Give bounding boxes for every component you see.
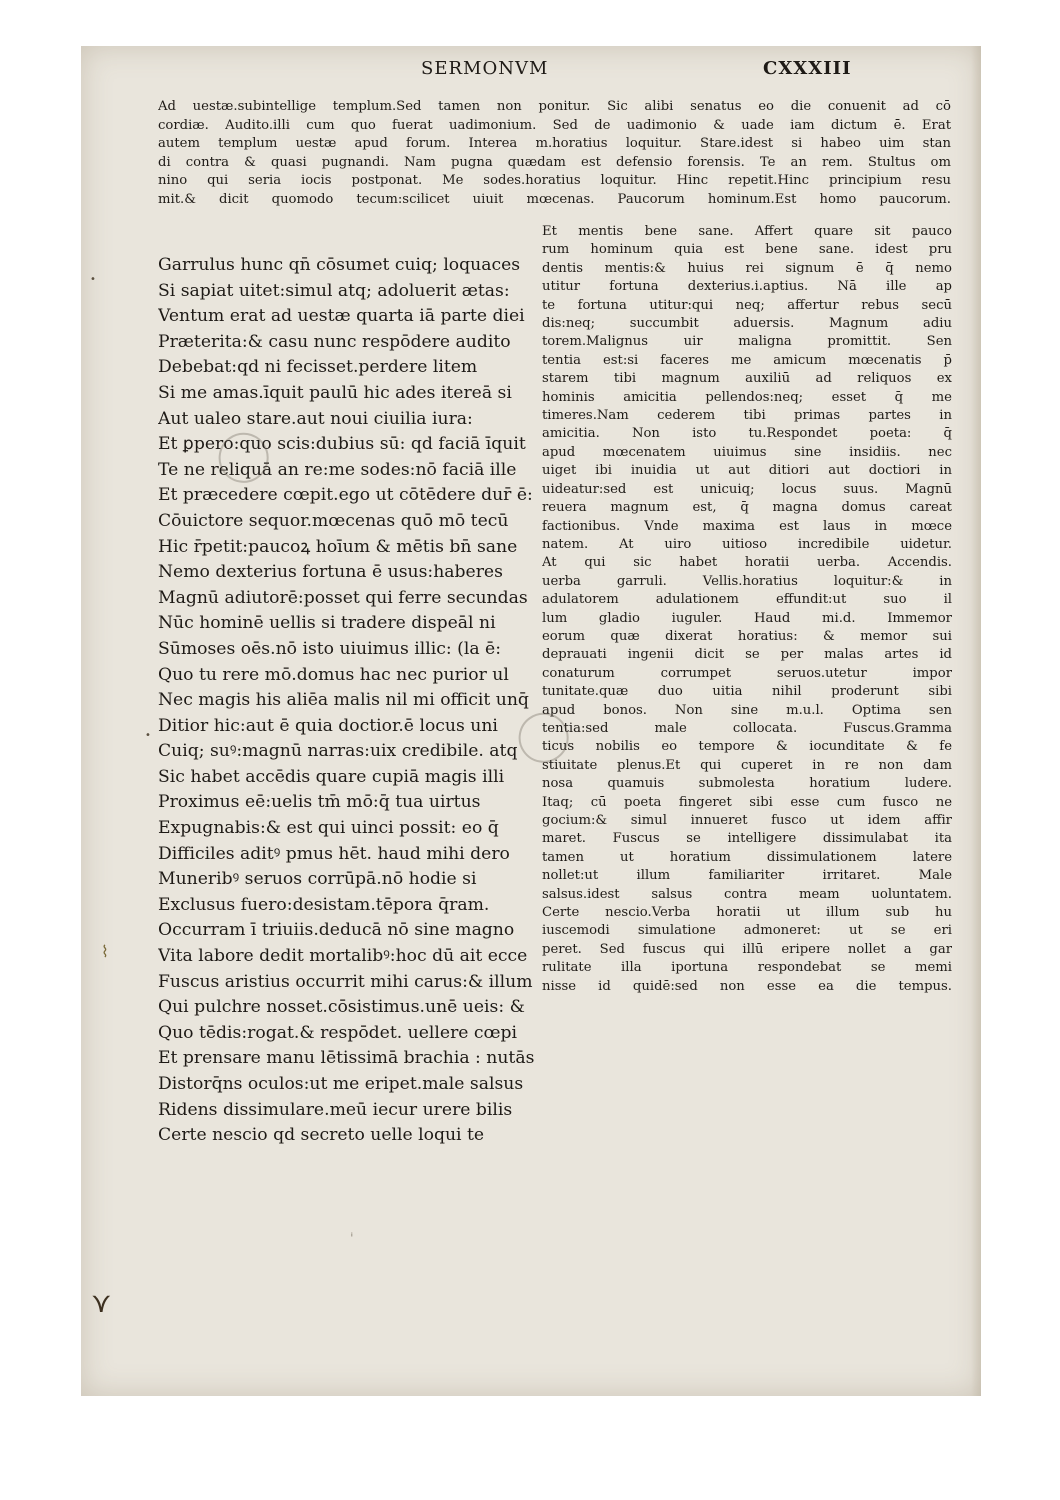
commentary-line: utitur fortuna dexterius.i.aptius. Nā ille ap bbox=[542, 279, 952, 295]
commentary-line: At qui sic habet horatii uerba. Accendis. bbox=[542, 555, 952, 571]
commentary-top-block bbox=[158, 98, 951, 210]
commentary-line: te fortuna utitur:qui neq; affertur rebus secū bbox=[542, 297, 952, 313]
commentary-line: salsus.idest salsus contra meam uoluntatem. bbox=[542, 886, 952, 902]
verse-line: Fuscus aristius occurrit mihi carus:& illum bbox=[158, 971, 533, 992]
commentary-line: natem. At uiro uitioso incredibile uidetur. bbox=[542, 536, 952, 552]
commentary-line: adulatorem adulationem effundit:ut suo il bbox=[542, 592, 952, 608]
verse-line: Et prensare manu lētissimā brachia : nutās bbox=[158, 1048, 535, 1069]
commentary-line: mit.& dicit quomodo tecum:scilicet uiuit mœcenas. Paucorum hominum.Est homo paucorum. bbox=[158, 191, 951, 207]
verse-line: Proximus eē:uelis tm̄ mō:q̄ tua uirtus bbox=[158, 792, 481, 813]
verse-line: Te ne reliquā an re:me sodes:nō faciā ille bbox=[158, 459, 517, 480]
commentary-line: apud mœcenatem uiuimus sine insidiis. nec bbox=[542, 444, 952, 460]
verse-line: Præterita:& casu nunc respōdere audito bbox=[158, 331, 511, 352]
commentary-line: nollet:ut illum familiariter irritaret. Male bbox=[542, 868, 952, 884]
commentary-line: uerba garruli. Vellis.horatius loquitur:& in bbox=[542, 573, 952, 589]
commentary-line: torem.Malignus uir maligna promittit. Sen bbox=[542, 334, 952, 350]
commentary-line: dentis mentis:& huius rei signum ē q̄ nemo bbox=[542, 260, 952, 276]
verse-line: Muneribꝰ seruos corrūpā.nō hodie si bbox=[158, 869, 477, 890]
commentary-line: gocium:& simul innueret fusco ut idem affir bbox=[542, 813, 952, 828]
commentary-line: di contra & quasi pugnandi. Nam pugna quædam est defensio forensis. Te an rem. Stultus om bbox=[158, 154, 951, 170]
commentary-line: nosa quamuis submolesta horatium ludere. bbox=[542, 776, 952, 792]
verse-line: Cuiq; suꝰ:magnū narras:uix credibile. atq bbox=[158, 741, 518, 762]
commentary-line: lum gladio iuguler. Haud mi.d. Immemor bbox=[542, 610, 952, 626]
commentary-line: uideatur:sed est unicuiq; locus suus. Magnū bbox=[542, 481, 952, 497]
verse-line: Occurram ī triuiis.deducā nō sine magno bbox=[158, 920, 515, 941]
commentary-line: peret. Sed fuscus qui illū eripere nollet a gar bbox=[542, 941, 952, 957]
verse-line: Difficiles aditꝰ pmus hēt. haud mihi dero bbox=[158, 843, 510, 864]
commentary-line: maret. Fuscus se intelligere dissimulabat ita bbox=[542, 831, 952, 847]
commentary-line: tentia:sed male collocata. Fuscus.Gramma bbox=[542, 720, 952, 736]
margin-scribble-mark: ⋎ bbox=[91, 1286, 112, 1319]
commentary-line: Certe nescio.Verba horatii ut illum sub hu bbox=[542, 905, 952, 921]
commentary-line: apud bonos. Non sine m.u.l. Optima sen bbox=[542, 702, 952, 718]
commentary-line: hominis amicitia pellendos:neq; esset q̄ me bbox=[542, 389, 952, 405]
verse-line: Et præcedere cœpit.ego ut cōtēdere dur̄ ē: bbox=[158, 485, 533, 506]
verse-line: Et ꝑpero:quo scis:dubius sū: qd faciā īquit bbox=[158, 434, 526, 455]
verse-line: Qui pulchre nosset.cōsistimus.unē ueis: & bbox=[158, 997, 525, 1018]
verse-line: Sūmoses oēs.nō isto uiuimus illic: (la ē: bbox=[158, 638, 502, 659]
commentary-line: factionibus. Vnde maxima est laus in mœce bbox=[542, 518, 952, 534]
verse-line: Nec magis his aliēa malis nil mi officit unq̄ bbox=[158, 690, 529, 711]
verse-line: Cōuictore sequor.mœcenas quō mō tecū bbox=[158, 510, 509, 531]
margin-dot-mark: • bbox=[145, 730, 151, 741]
commentary-line: rum hominum quia est bene sane. idest pru bbox=[542, 242, 952, 258]
commentary-line: ticus nobilis eo tempore & iocunditate & fe bbox=[542, 739, 952, 755]
margin-annotation-mark: ⌇ bbox=[101, 942, 109, 961]
commentary-line: stiuitate plenus.Et qui cuperet in re non dam bbox=[542, 757, 952, 773]
verse-line: Expugnabis:& est qui uinci possit: eo q̄ bbox=[158, 818, 499, 839]
verse-line: Aut ualeo stare.aut noui ciuilia iura: bbox=[158, 408, 473, 429]
margin-dot-mark: • bbox=[90, 274, 96, 285]
commentary-line: tentia est:si faceres me amicum mœcenatis p̄ bbox=[542, 352, 952, 368]
commentary-right-column bbox=[542, 223, 952, 996]
book-page bbox=[81, 46, 981, 1396]
running-head-title: SERMONVM bbox=[421, 58, 549, 79]
commentary-line: Itaq; cū poeta fingeret sibi esse cum fusco ne bbox=[542, 794, 952, 810]
commentary-line: tamen ut horatium dissimulationem latere bbox=[542, 849, 952, 865]
commentary-line: iuscemodi simulatione admoneret: ut se eri bbox=[542, 923, 952, 939]
commentary-line: autem templum uestæ apud forum. Interea m.horatius loquitur. Stare.idest si habeo uim stan bbox=[158, 136, 951, 152]
commentary-line: dis:neq; succumbit aduersis. Magnum adiu bbox=[542, 316, 952, 332]
verse-line: Nūc hominē uellis si tradere dispeāl ni bbox=[158, 613, 496, 634]
verse-line: Ridens dissimulare.meū iecur urere bilis bbox=[158, 1099, 513, 1120]
commentary-line: conaturum corrumpet seruos.utetur impor bbox=[542, 665, 952, 681]
verse-line: Si sapiat uitet:simul atq; adoluerit ætas: bbox=[158, 280, 510, 301]
commentary-line: cordiæ. Audito.illi cum quo fuerat uadimonium. Sed de uadimonio & uade iam dictum ē. Erat bbox=[158, 117, 951, 133]
verse-line: Ventum erat ad uestæ quarta iā parte diei bbox=[158, 306, 525, 327]
verse-column bbox=[158, 253, 548, 1149]
commentary-line: Et mentis bene sane. Affert quare sit pauco bbox=[542, 224, 952, 239]
verse-line: Quo tēdis:rogat.& respōdet. uellere cœpi bbox=[158, 1022, 518, 1043]
verse-line: Exclusus fuero:desistam.tēpora q̄ram. bbox=[158, 894, 490, 915]
commentary-line: amicitia. Non isto tu.Respondet poeta: q̄ bbox=[542, 426, 952, 442]
commentary-line: timeres.Nam cederem tibi primas partes in bbox=[542, 408, 952, 424]
verse-line: Sic habet accēdis quare cupiā magis illi bbox=[158, 766, 505, 787]
verse-line: Si me amas.īquit paulū hic ades itereā si bbox=[158, 382, 512, 403]
verse-line: Nemo dexterius fortuna ē usus:haberes bbox=[158, 562, 503, 583]
commentary-line: reuera magnum est, q̄ magna domus careat bbox=[542, 500, 952, 516]
verse-line: Vita labore dedit mortalibꝰ:hoc dū ait ecce bbox=[158, 946, 528, 967]
commentary-line: starem tibi magnum auxiliū ad reliquos ex bbox=[542, 371, 952, 387]
commentary-line: Ad uestæ.subintellige templum.Sed tamen non ponitur. Sic alibi senatus eo die conuenit ad cō bbox=[158, 99, 951, 114]
ink-dot-mark: ⁱ bbox=[351, 1232, 353, 1243]
verse-line: Certe nescio qd secreto uelle loqui te bbox=[158, 1125, 485, 1146]
verse-line: Magnū adiutorē:posset qui ferre secundas bbox=[158, 587, 528, 608]
commentary-line: nino qui seria iocis postponat. Me sodes.horatius loquitur. Hinc repetit.Hinc principium resu bbox=[158, 173, 951, 189]
verse-line: Debebat:qd ni fecisset.perdere litem bbox=[158, 357, 478, 378]
commentary-line: nisse id quidē:sed non esse ea die tempus. bbox=[542, 978, 952, 994]
verse-line: Ditior hic:aut ē quia doctior.ē locus uni bbox=[158, 715, 498, 736]
verse-line: Quo tu rere mō.domus hac nec purior ul bbox=[158, 664, 509, 685]
commentary-line: rulitate illa iportuna respondebat se memi bbox=[542, 960, 952, 976]
commentary-line: eorum quæ dixerat horatius: & memor sui bbox=[542, 628, 952, 644]
folio-number: CXXXIII bbox=[763, 58, 852, 79]
commentary-line: deprauati ingenii dicit se per malas artes id bbox=[542, 647, 952, 663]
verse-line: Hic r̄petit:paucoꝝ hoīum & mētis bn̄ sane bbox=[158, 536, 518, 557]
verse-line: Distorq̄ns oculos:ut me eripet.male salsus bbox=[158, 1074, 524, 1094]
commentary-line: tunitate.quæ duo uitia nihil proderunt sibi bbox=[542, 684, 952, 700]
commentary-line: uiget ibi inuidia ut aut ditiori aut doctiori in bbox=[542, 463, 952, 479]
verse-line: Garrulus hunc qn̄ cōsumet cuiq; loquaces bbox=[158, 255, 521, 275]
